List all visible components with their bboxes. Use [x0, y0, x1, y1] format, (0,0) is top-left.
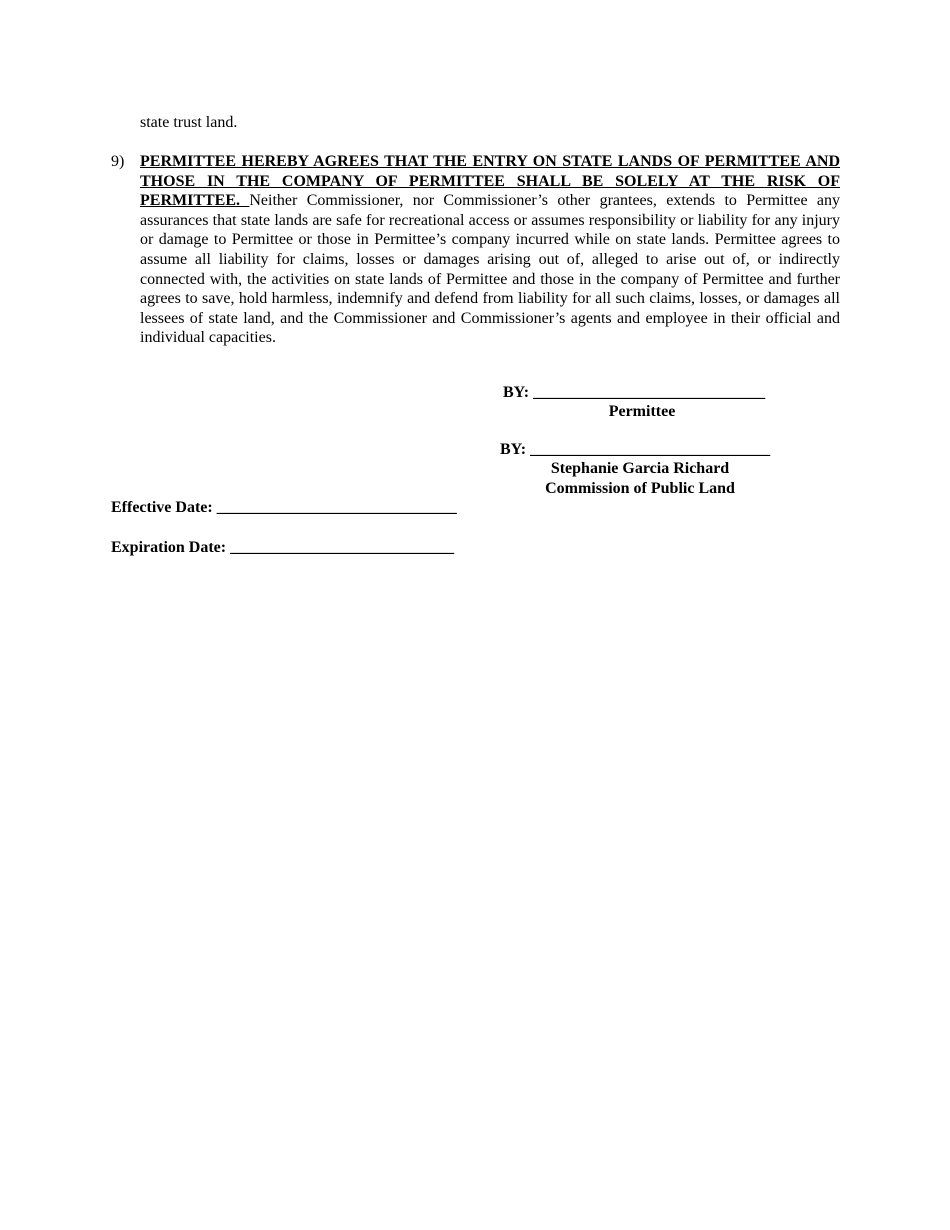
continuation-text: state trust land. — [140, 114, 238, 131]
permittee-caption: Permittee — [608, 403, 676, 420]
commissioner-title: Commission of Public Land — [545, 480, 735, 497]
commissioner-name: Stephanie Garcia Richard — [550, 460, 730, 477]
effective-date-field: Effective Date: ______________________________ — [111, 499, 457, 516]
permittee-signature-line: BY: _____________________________ — [503, 384, 766, 401]
item-9-paragraph — [140, 152, 840, 348]
expiration-date-field: Expiration Date: ____________________________ — [111, 539, 455, 556]
item-number: 9) — [111, 153, 125, 170]
item-9-heading: PERMITTEE HEREBY AGREES THAT THE ENTRY ON STATE LANDS OF PERMITTEE AND THOSE IN THE COMPANY OF PERMITTEE SHALL BE SOLELY AT THE RISK OF PERMITTEE. — [140, 153, 840, 210]
commissioner-signature-line: BY: ______________________________ — [500, 441, 771, 458]
item-9-body: Neither Commissioner, nor Commissioner’s other grantees, extends to Permittee any assurances that state lands are safe for recreational access or assumes responsibility or liability for any injury or damage to Permittee or those in Permittee’s company incurred while on state lands. Permittee agrees to assume all liability for claims, losses or damages arising out of, alleged to arise out of, or indirectly connected with, the activities on state lands of Permittee and those in the company of Permittee and further agrees to save, hold harmless, indemnify and defend from liability for all such claims, losses, or damages all lessees of state land, and the Commissioner and Commissioner’s agents and employee in their official and individual capacities. — [140, 192, 841, 347]
